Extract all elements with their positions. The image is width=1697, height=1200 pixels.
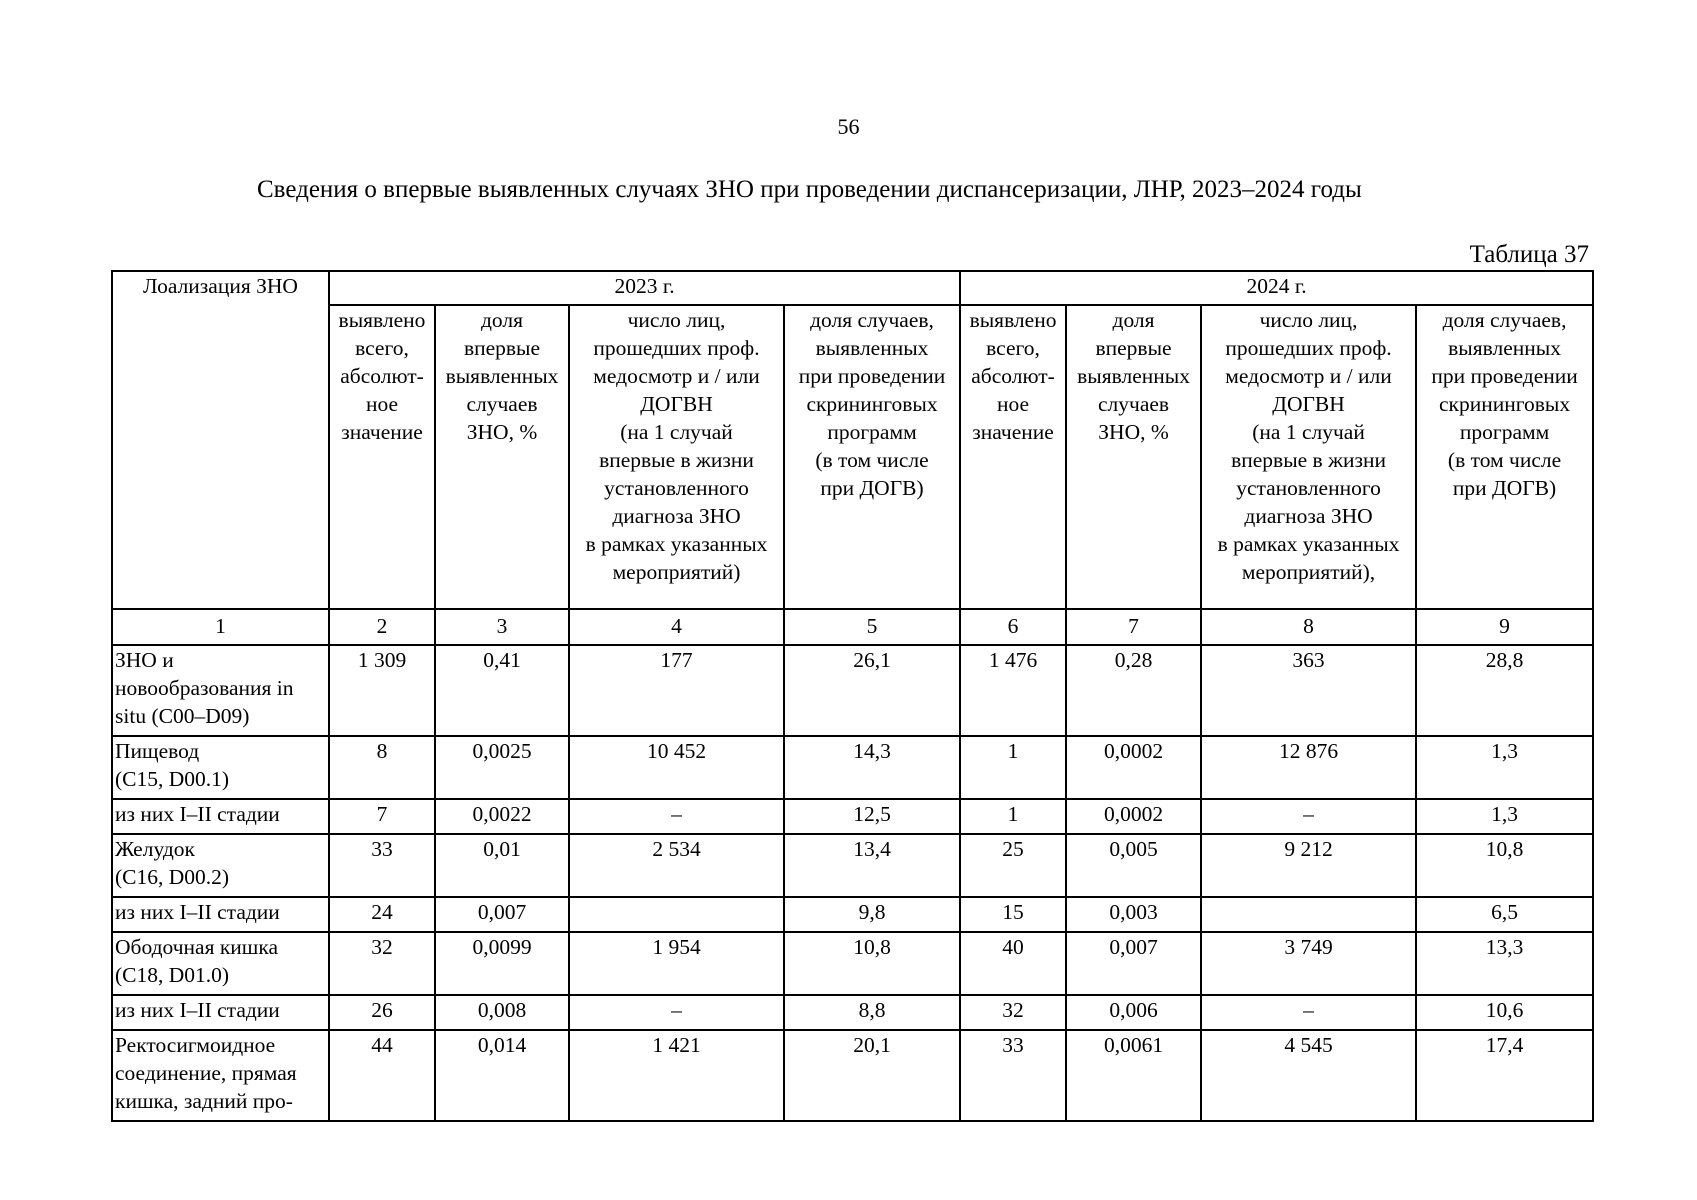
header-2024-persons-examined: число лиц, прошедших проф. медосмотр и / или ДОГВН (на 1 случай впервые в жизни установленного диагноза ЗНО в рамках указанных мероприятий), (1201, 305, 1416, 609)
table-cell: 28,8 (1416, 645, 1593, 736)
table-cell: 33 (329, 834, 435, 897)
table-cell: 8 (329, 736, 435, 799)
table-cell: 0,01 (435, 834, 569, 897)
header-2024-share-screening: доля случаев, выявленных при проведении скрининговых программ (в том числе при ДОГВ) (1416, 305, 1593, 609)
table-cell: – (569, 799, 784, 834)
column-number: 3 (435, 609, 569, 645)
table-row (112, 1030, 1593, 1121)
table-cell: 7 (329, 799, 435, 834)
table-cell: 8,8 (784, 995, 960, 1030)
table-cell: 0,014 (435, 1030, 569, 1121)
row-localization (112, 736, 329, 799)
table-cell: 0,0099 (435, 932, 569, 995)
table-cell: 4 545 (1201, 1030, 1416, 1121)
table-cell: 13,3 (1416, 932, 1593, 995)
table-cell: 40 (960, 932, 1066, 995)
row-localization-label: Желудок (C16, D00.2) (115, 837, 230, 889)
row-localization (112, 995, 329, 1030)
table-cell (1201, 897, 1416, 932)
row-localization-label: из них I–II стадии (115, 802, 280, 826)
table-cell: 32 (960, 995, 1066, 1030)
column-number: 6 (960, 609, 1066, 645)
table-row (112, 645, 1593, 736)
table-cell: 17,4 (1416, 1030, 1593, 1121)
table-cell: 0,0022 (435, 799, 569, 834)
table-cell: 25 (960, 834, 1066, 897)
header-year-2024: 2024 г. (960, 271, 1593, 305)
table-cell: 12 876 (1201, 736, 1416, 799)
table-cell: 26 (329, 995, 435, 1030)
table-row (112, 834, 1593, 897)
column-number: 2 (329, 609, 435, 645)
column-number-row (112, 609, 1593, 645)
header-2024-share-new-cases: доля впервые выявленных случаев ЗНО, % (1066, 305, 1201, 609)
table-cell: 1 954 (569, 932, 784, 995)
table-cell: 15 (960, 897, 1066, 932)
row-localization (112, 1030, 329, 1121)
table-label: Таблица 37 (1469, 241, 1589, 268)
table-cell: 3 749 (1201, 932, 1416, 995)
table-cell: 0,007 (1066, 932, 1201, 995)
row-localization-label: Пищевод (C15, D00.1) (115, 739, 230, 791)
table-cell: 363 (1201, 645, 1416, 736)
table-cell: 32 (329, 932, 435, 995)
table-cell: 0,0002 (1066, 799, 1201, 834)
row-localization-label: Ректосигмоидное соединение, прямая кишка, задний про- (115, 1033, 297, 1113)
table-cell: 10,8 (784, 932, 960, 995)
header-localization: Лоализация ЗНО (112, 271, 329, 609)
table-cell: 0,0002 (1066, 736, 1201, 799)
table-cell: 24 (329, 897, 435, 932)
header-2023-detected-total: выявлено всего, абсолют- ное значение (329, 305, 435, 609)
table-cell (569, 897, 784, 932)
table-cell: 1,3 (1416, 799, 1593, 834)
row-localization (112, 645, 329, 736)
column-number: 1 (112, 609, 329, 645)
table-cell: 0,003 (1066, 897, 1201, 932)
table-cell: 9 212 (1201, 834, 1416, 897)
table-cell: 1 (960, 736, 1066, 799)
column-number: 5 (784, 609, 960, 645)
table-cell: 12,5 (784, 799, 960, 834)
table-cell: 10,8 (1416, 834, 1593, 897)
header-row-years (112, 271, 1593, 305)
table-cell: 9,8 (784, 897, 960, 932)
table-cell: 0,0061 (1066, 1030, 1201, 1121)
column-number: 8 (1201, 609, 1416, 645)
table-cell: 2 534 (569, 834, 784, 897)
table-cell: – (1201, 995, 1416, 1030)
row-localization (112, 932, 329, 995)
table-row (112, 897, 1593, 932)
table-cell: 20,1 (784, 1030, 960, 1121)
table-row (112, 995, 1593, 1030)
table-cell: 0,008 (435, 995, 569, 1030)
table-cell: 1 421 (569, 1030, 784, 1121)
table-cell: 14,3 (784, 736, 960, 799)
header-2023-share-new-cases: доля впервые выявленных случаев ЗНО, % (435, 305, 569, 609)
table-cell: 44 (329, 1030, 435, 1121)
data-table (111, 270, 1594, 1122)
column-number: 9 (1416, 609, 1593, 645)
table-cell: 0,006 (1066, 995, 1201, 1030)
table-row (112, 932, 1593, 995)
row-localization-label: Ободочная кишка (C18, D01.0) (115, 935, 279, 987)
header-year-2023: 2023 г. (329, 271, 960, 305)
row-localization-label: из них I–II стадии (115, 998, 280, 1022)
row-localization-label: из них I–II стадии (115, 900, 280, 924)
table-row (112, 799, 1593, 834)
table-cell: 1 476 (960, 645, 1066, 736)
table-cell: 1 309 (329, 645, 435, 736)
table-cell: 0,005 (1066, 834, 1201, 897)
table-row (112, 736, 1593, 799)
header-2023-persons-examined: число лиц, прошедших проф. медосмотр и / или ДОГВН (на 1 случай впервые в жизни установленного диагноза ЗНО в рамках указанных мероприятий) (569, 305, 784, 609)
table-cell: 177 (569, 645, 784, 736)
row-localization (112, 834, 329, 897)
table-cell: 0,28 (1066, 645, 1201, 736)
table-cell: 10,6 (1416, 995, 1593, 1030)
table-cell: 1 (960, 799, 1066, 834)
page-number: 56 (837, 114, 860, 139)
header-2023-share-screening: доля случаев, выявленных при проведении скрининговых программ (в том числе при ДОГВ) (784, 305, 960, 609)
row-localization-label: ЗНО и новообразования in situ (C00–D09) (115, 648, 294, 728)
table-cell: 0,0025 (435, 736, 569, 799)
row-localization (112, 897, 329, 932)
table-cell: 10 452 (569, 736, 784, 799)
table-cell: 6,5 (1416, 897, 1593, 932)
table-cell: 13,4 (784, 834, 960, 897)
table-cell: – (569, 995, 784, 1030)
table-cell: 1,3 (1416, 736, 1593, 799)
table-cell: 0,41 (435, 645, 569, 736)
column-number: 4 (569, 609, 784, 645)
document-title: Сведения о впервые выявленных случаях ЗНО при проведении диспансеризации, ЛНР, 2023–2024 годы (257, 176, 1362, 203)
table-cell: 26,1 (784, 645, 960, 736)
row-localization (112, 799, 329, 834)
header-2024-detected-total: выявлено всего, абсолют- ное значение (960, 305, 1066, 609)
table-cell: 0,007 (435, 897, 569, 932)
column-number: 7 (1066, 609, 1201, 645)
table-cell: 33 (960, 1030, 1066, 1121)
header-row-columns (112, 305, 1593, 609)
table-cell: – (1201, 799, 1416, 834)
